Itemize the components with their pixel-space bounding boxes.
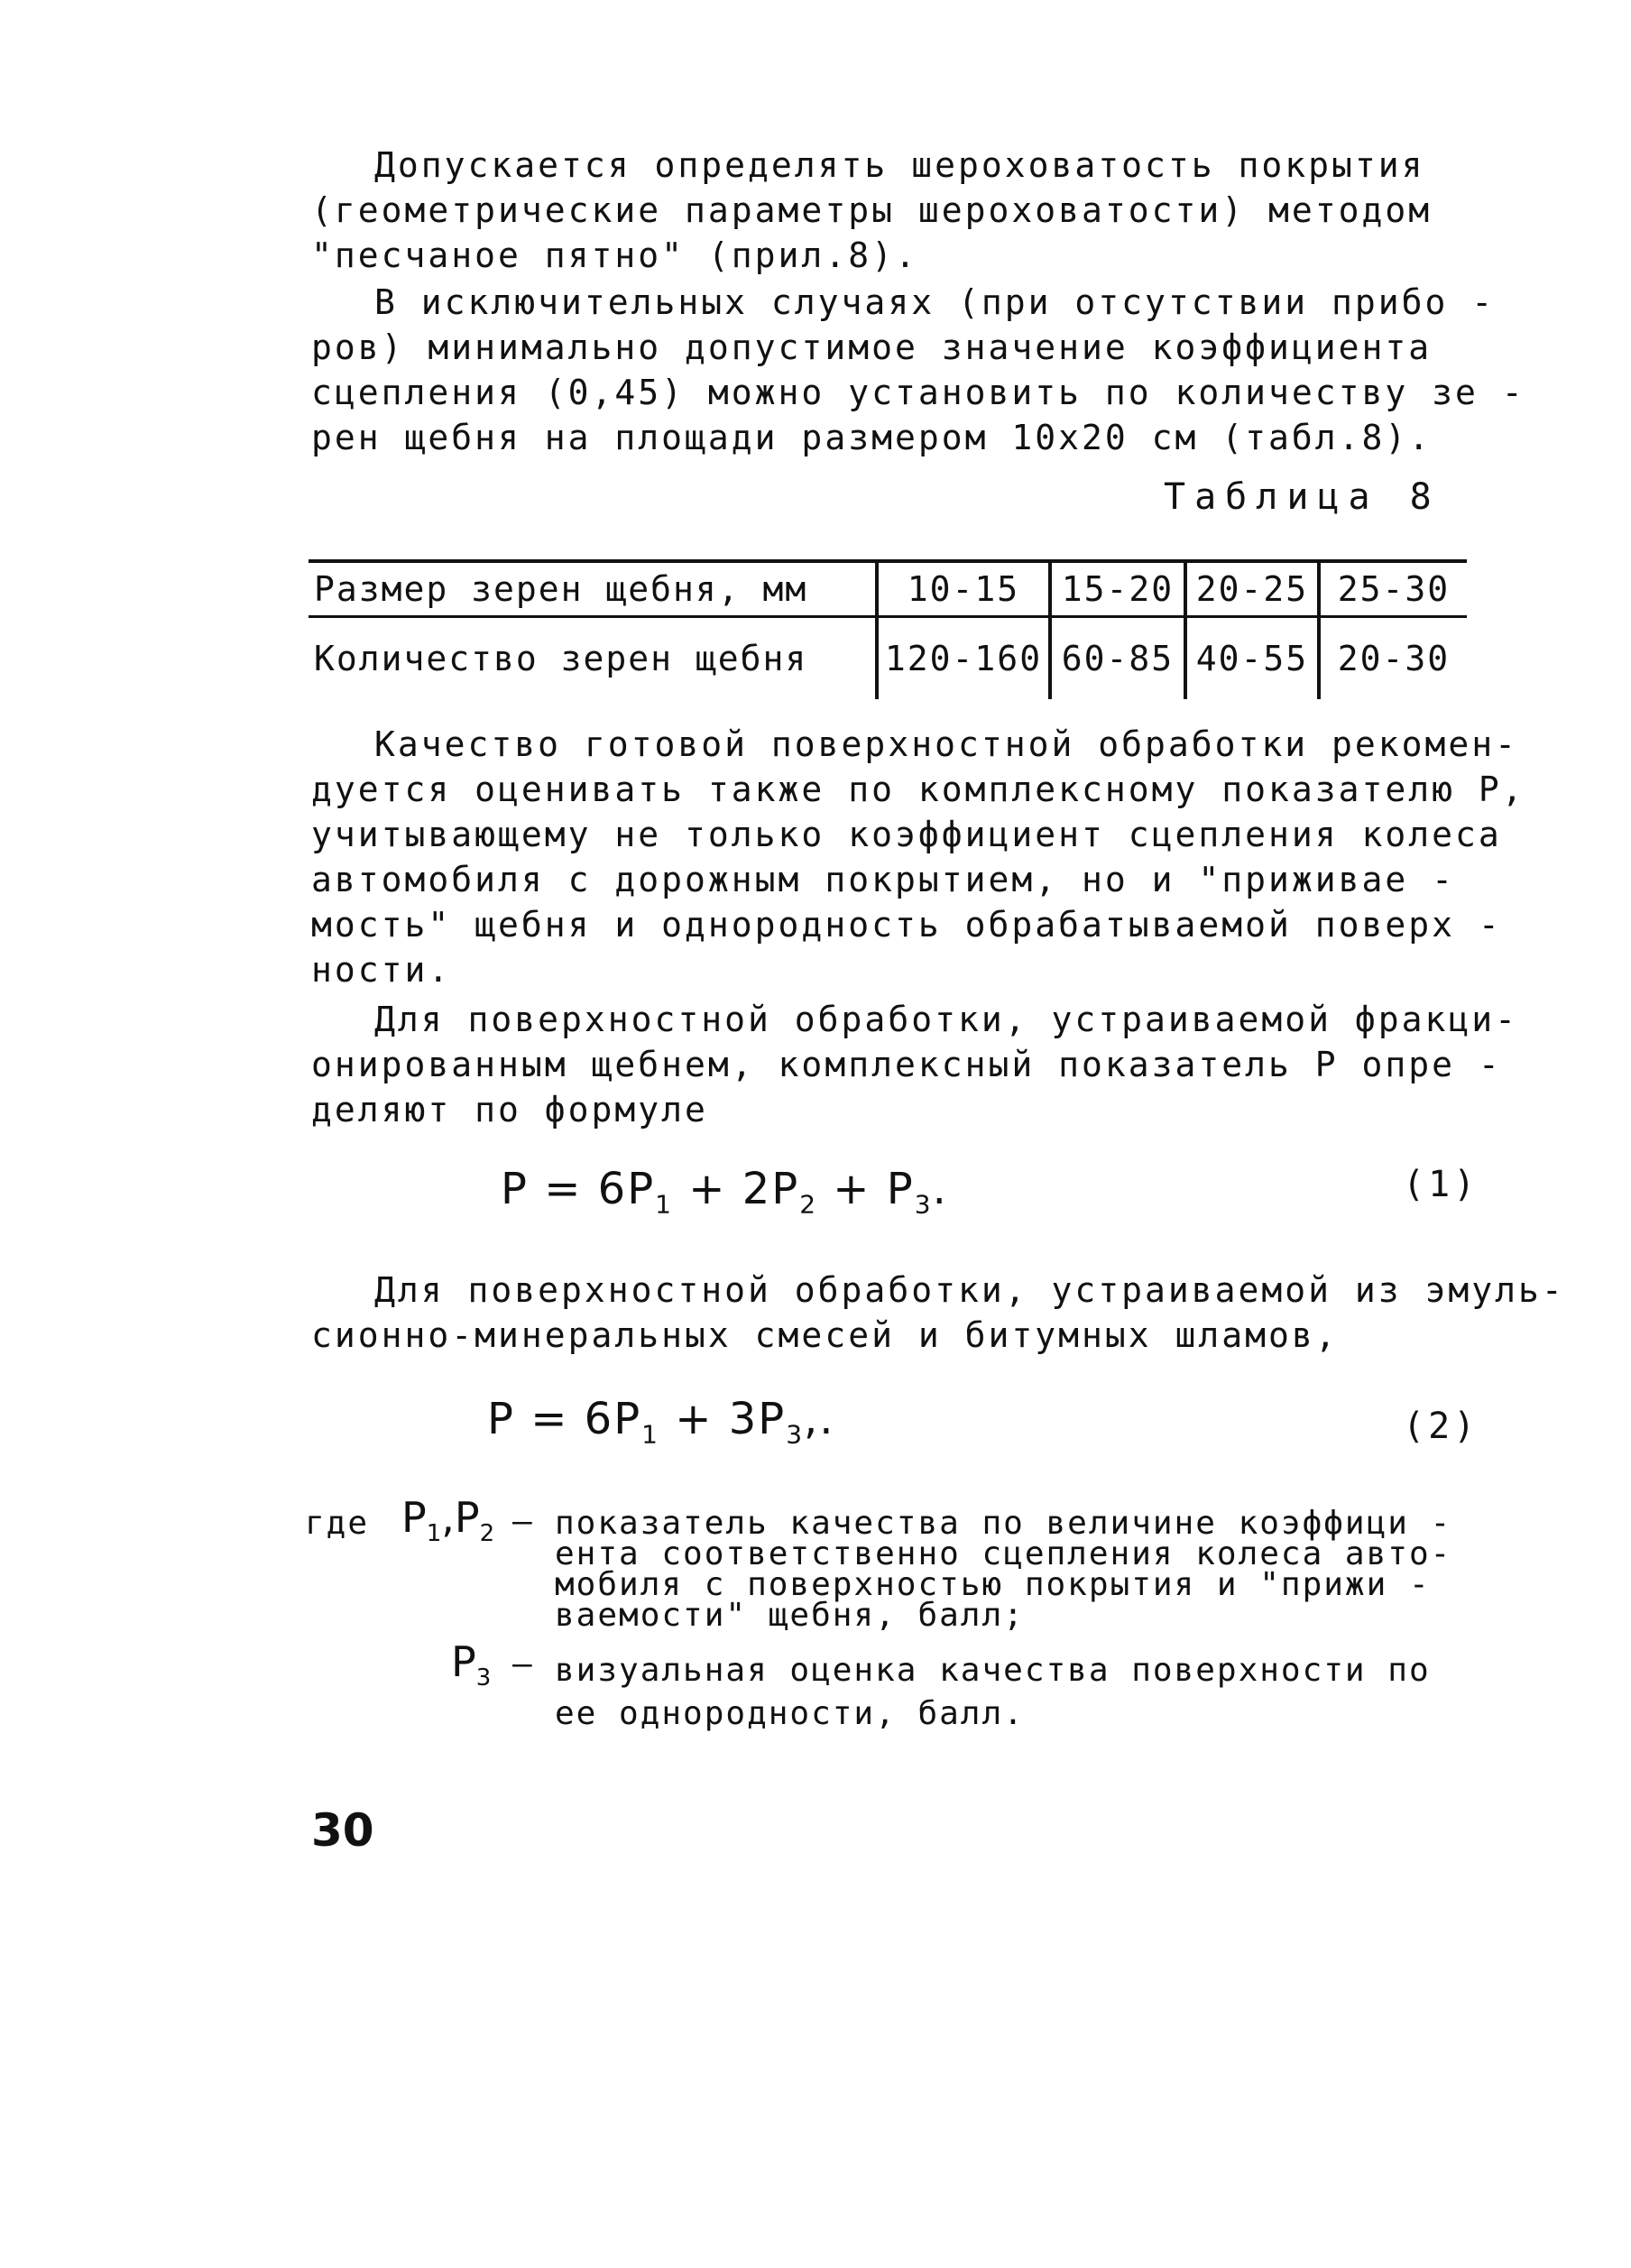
text-line: Для поверхностной обработки, устраиваемой фракци- <box>374 1000 1519 1039</box>
text-line: онированным щебнем, комплексный показатель P опре - <box>311 1045 1502 1084</box>
table-header-cell: 15-20 <box>1050 561 1185 617</box>
text-line: показатель качества по величине коэффици - <box>555 1505 1452 1542</box>
text-line: автомобиля с дорожным покрытием, но и "приживае - <box>311 860 1456 899</box>
table-cell: 60-85 <box>1050 617 1185 700</box>
definition-term-p1-p2: $P_1,P_2$ <box>401 1493 495 1548</box>
paragraph-emulsion-mixtures <box>311 1268 1565 1358</box>
table-header-cell: Размер зерен щебня, мм <box>309 561 877 617</box>
text-line: В исключительных случаях (при отсутствии прибо - <box>374 282 1496 322</box>
definition-p1-p2 <box>555 1505 1502 1634</box>
table-cell: Количество зерен щебня <box>314 639 808 678</box>
table-row <box>309 617 1467 700</box>
text-line: Для поверхностной обработки, устраиваемой из эмуль- <box>374 1270 1565 1310</box>
text-line: ее однородности, балл. <box>555 1695 1025 1732</box>
definition-dash: – <box>512 1503 534 1540</box>
paragraph-roughness-method <box>311 143 1466 278</box>
table-caption: Таблица 8 <box>1164 476 1441 518</box>
table-cell: 20-30 <box>1319 617 1467 700</box>
text-line: визуальная оценка качества поверхности по <box>555 1652 1431 1689</box>
grain-size-table <box>309 559 1467 699</box>
text-line: Качество готовой поверхностной обработки рекомен- <box>374 724 1519 764</box>
table-header-row <box>309 561 1467 617</box>
paragraph-fractioned-gravel <box>311 997 1519 1132</box>
paragraph-exceptional-cases <box>311 280 1525 460</box>
text-line: "песчаное пятно" (прил.8). <box>311 235 918 275</box>
text-line: деляют по формуле <box>311 1090 708 1129</box>
text-line: рен щебня на площади размером 10x20 см (табл.8). <box>311 418 1433 457</box>
text-line: учитывающему не только коэффициент сцепления колеса <box>311 815 1502 854</box>
where-label: где <box>305 1505 370 1542</box>
text-line: сионно-минеральных смесей и битумных шламов, <box>311 1315 1339 1355</box>
definition-p3 <box>555 1649 1502 1736</box>
text-line: сцепления (0,45) можно установить по количеству зе - <box>311 373 1525 412</box>
text-line: ров) минимально допустимое значение коэффициента <box>311 327 1433 367</box>
definition-term-p3: $P_3$ <box>451 1637 492 1692</box>
table-cell: 40-55 <box>1185 617 1319 700</box>
definition-dash: – <box>512 1646 534 1683</box>
text-line: дуется оценивать также по комплексному показателю P, <box>311 770 1525 809</box>
text-line: (геометрические параметры шероховатости) методом <box>311 190 1433 230</box>
table-cell: 120-160 <box>877 617 1050 700</box>
text-line: Допускается определять шероховатость покрытия <box>374 145 1425 185</box>
page-number: 30 <box>311 1804 374 1857</box>
formula-2: $P = 6P_1 + 3P_3$,. <box>487 1394 835 1450</box>
text-line: ности. <box>311 950 452 990</box>
table-header-cell: 20-25 <box>1185 561 1319 617</box>
text-line: мость" щебня и однородность обрабатываемой поверх - <box>311 905 1502 945</box>
text-line: мобиля с поверхностью покрытия и "прижи - <box>555 1566 1431 1603</box>
text-line: ваемости" щебня, балл; <box>555 1597 1025 1634</box>
paragraph-quality-index <box>311 722 1525 992</box>
table-header-cell: 10-15 <box>877 561 1050 617</box>
equation-number-1: (1) <box>1403 1164 1479 1205</box>
table-header-cell: 25-30 <box>1319 561 1467 617</box>
formula-1: $P = 6P_1 + 2P_2 + P_3$. <box>501 1164 948 1220</box>
equation-number-2: (2) <box>1403 1406 1479 1447</box>
text-line: ента соответственно сцепления колеса авто- <box>555 1535 1452 1572</box>
